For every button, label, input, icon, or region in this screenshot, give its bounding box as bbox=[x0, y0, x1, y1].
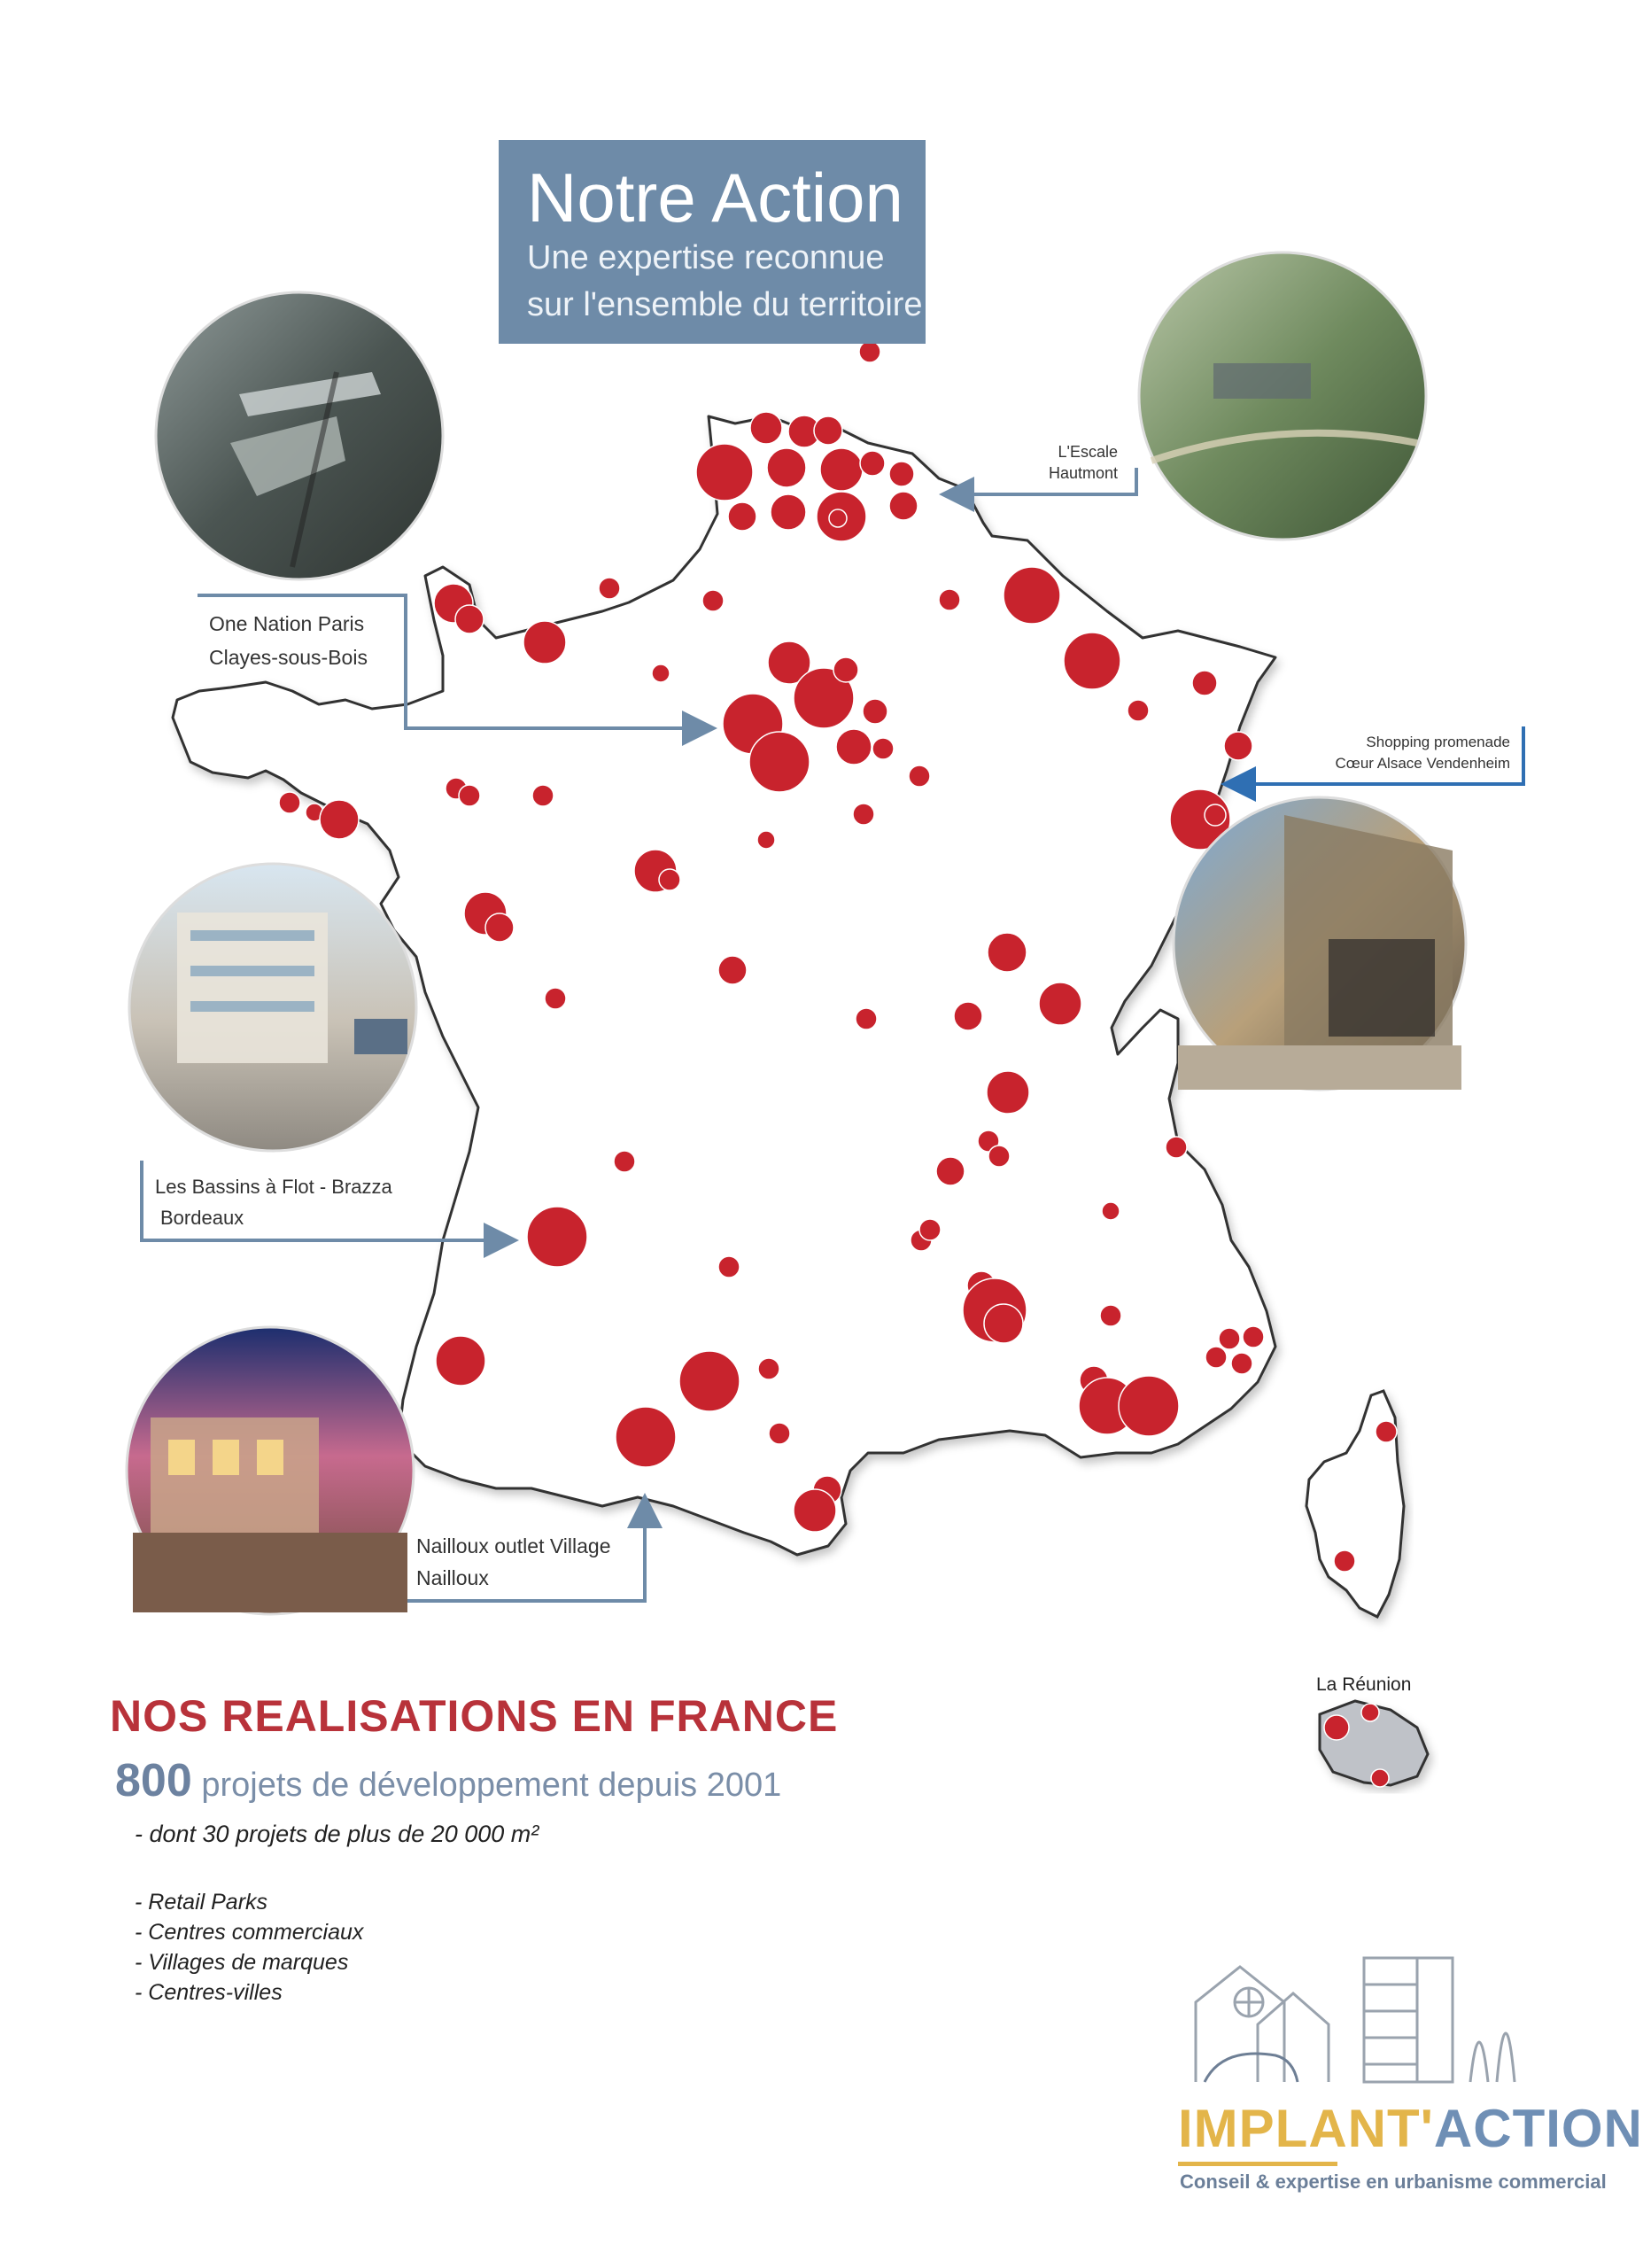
page-subtitle-line1: Une expertise reconnue bbox=[527, 239, 885, 276]
callout-escale bbox=[1038, 441, 1118, 484]
category-item: - Villages de marques bbox=[135, 1950, 349, 1975]
photo-shopping bbox=[1174, 797, 1466, 1090]
callout-one-nation-line2: Clayes-sous-Bois bbox=[209, 646, 368, 669]
callout-shopping-line1: Shopping promenade bbox=[1366, 734, 1510, 750]
callout-nailloux-line1: Nailloux outlet Village bbox=[416, 1534, 611, 1557]
page-subtitle-line2: sur l'ensemble du territoire bbox=[527, 286, 923, 323]
project-count: 800 bbox=[115, 1755, 192, 1806]
logo-wordmark-part2: ACTION bbox=[1433, 2099, 1643, 2158]
logo-underline bbox=[1178, 2162, 1337, 2166]
callout-bassins-line1: Les Bassins à Flot - Brazza bbox=[155, 1176, 392, 1198]
callout-escale-line2: Hautmont bbox=[1048, 464, 1118, 482]
photo-bassins bbox=[129, 864, 416, 1151]
callout-nailloux bbox=[416, 1530, 611, 1594]
callout-one-nation bbox=[209, 607, 368, 674]
logo-illustration bbox=[1187, 1949, 1532, 2100]
header-box bbox=[499, 140, 926, 344]
page-title: Notre Action bbox=[527, 159, 903, 237]
photo-one-nation bbox=[156, 292, 443, 579]
category-item: - Centres commerciaux bbox=[135, 1920, 364, 1945]
photo-escale bbox=[1139, 252, 1426, 540]
realisations-title: NOS REALISATIONS EN FRANCE bbox=[110, 1691, 839, 1741]
logo-wordmark bbox=[1178, 2098, 1643, 2159]
callout-shopping-line2: Cœur Alsace Vendenheim bbox=[1335, 755, 1510, 772]
logo-wordmark-part1: IMPLANT' bbox=[1178, 2099, 1434, 2158]
reunion-label: La Réunion bbox=[1316, 1674, 1412, 1695]
category-item: - Retail Parks bbox=[135, 1890, 268, 1915]
callout-bassins-line2: Bordeaux bbox=[160, 1207, 244, 1229]
project-count-text: projets de développement depuis 2001 bbox=[201, 1767, 782, 1804]
callout-escale-line1: L'Escale bbox=[1058, 443, 1118, 461]
callout-nailloux-line2: Nailloux bbox=[416, 1566, 489, 1589]
project-count-line bbox=[115, 1754, 781, 1807]
callout-shopping bbox=[1284, 732, 1510, 774]
photo-nailloux bbox=[127, 1327, 414, 1614]
logo-tagline: Conseil & expertise en urbanisme commercial bbox=[1180, 2171, 1607, 2193]
category-item: - Centres-villes bbox=[135, 1980, 283, 2005]
callout-one-nation-line1: One Nation Paris bbox=[209, 612, 365, 635]
callout-bassins bbox=[155, 1171, 392, 1233]
project-detail: - dont 30 projets de plus de 20 000 m² bbox=[135, 1821, 539, 1847]
